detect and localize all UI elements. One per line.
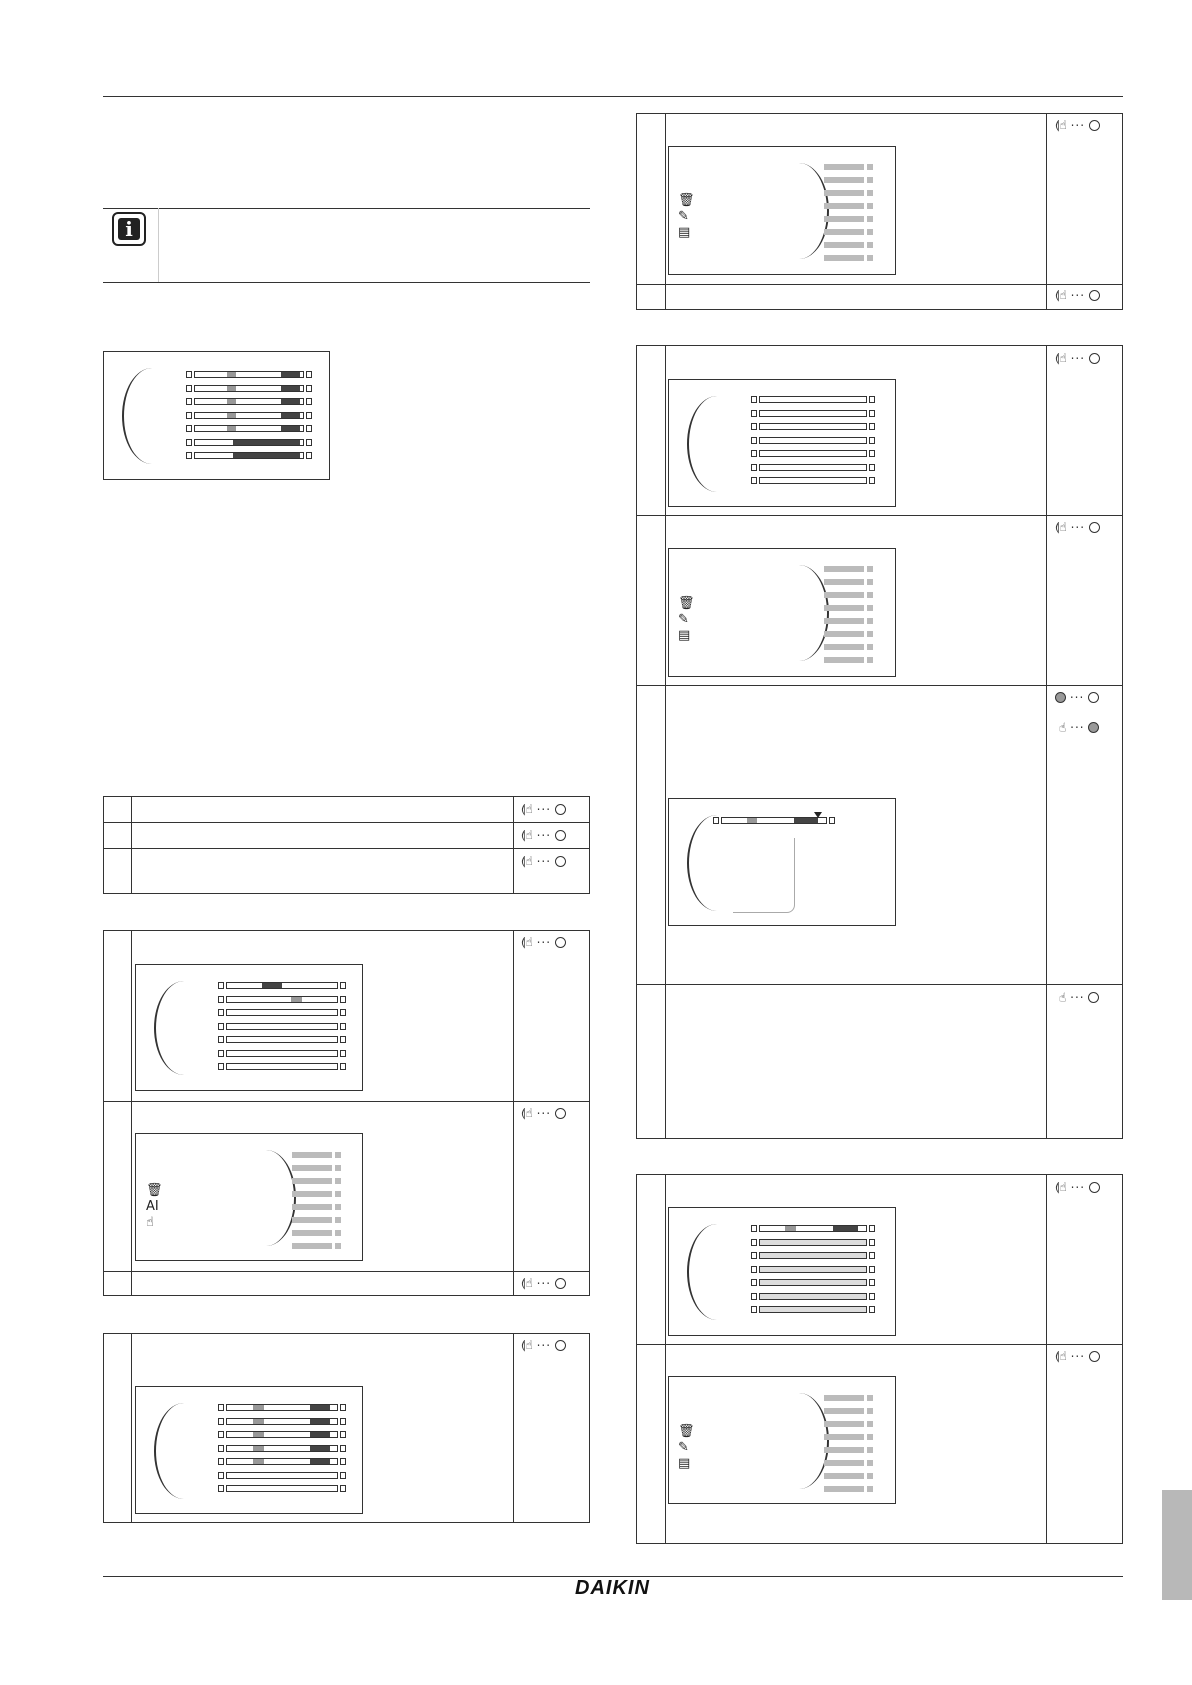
menu-placeholder-bar bbox=[824, 216, 864, 222]
menu-placeholder-bar bbox=[824, 1473, 864, 1479]
copy-icon: ▤ bbox=[678, 628, 691, 643]
menu-placeholder-bar bbox=[824, 190, 864, 196]
bar-end bbox=[218, 1050, 224, 1057]
timeline-bar bbox=[194, 425, 304, 432]
timeline-bar bbox=[226, 996, 338, 1003]
timeline-bar bbox=[759, 437, 867, 444]
menu-placeholder-square bbox=[335, 1152, 341, 1158]
bar-end bbox=[218, 1485, 224, 1492]
trash-icon: 🗑 bbox=[146, 1183, 163, 1198]
timeline-bar bbox=[226, 1485, 338, 1492]
menu-placeholder-square bbox=[867, 605, 873, 611]
info-icon: i bbox=[112, 212, 146, 246]
timeline-bar bbox=[759, 1279, 867, 1286]
trash-icon: 🗑 bbox=[678, 1424, 695, 1439]
timeline-bar bbox=[194, 398, 304, 405]
timeline-bar bbox=[759, 477, 867, 484]
dial-icon bbox=[1089, 353, 1100, 364]
remote-control-icon: ⟬☝ ··· bbox=[1055, 1349, 1100, 1364]
bar-end bbox=[186, 398, 192, 405]
bar-end bbox=[340, 1472, 346, 1479]
hand-icon: ☝ bbox=[1059, 990, 1067, 1005]
bar-end bbox=[186, 439, 192, 446]
timeline-segment bbox=[253, 1405, 264, 1410]
dial-icon bbox=[1089, 1182, 1100, 1193]
remote-control-icon: ⟬☝ ··· bbox=[521, 935, 566, 950]
bar-end bbox=[869, 450, 875, 457]
bar-end bbox=[340, 1418, 346, 1425]
menu-placeholder-bar bbox=[292, 1191, 332, 1197]
screen-arc bbox=[122, 368, 182, 464]
timeline-segment bbox=[253, 1446, 264, 1451]
dial-icon bbox=[1089, 120, 1100, 131]
hand-icon: ☝ bbox=[1059, 720, 1067, 735]
info-bottom-rule bbox=[103, 282, 590, 283]
hand-icon: ⟬☝ bbox=[521, 1338, 533, 1352]
timeline-segment bbox=[760, 1267, 866, 1272]
timeline-segment bbox=[262, 983, 282, 988]
menu-placeholder-bar bbox=[824, 631, 864, 637]
hand-icon: ⟬☝ bbox=[1055, 520, 1067, 534]
timeline-bar bbox=[226, 1418, 338, 1425]
hand-icon: ⟬☝ bbox=[1055, 1180, 1067, 1194]
bar-end bbox=[306, 439, 312, 446]
bar-end bbox=[218, 1445, 224, 1452]
menu-placeholder-bar bbox=[824, 618, 864, 624]
timeline-bar bbox=[759, 1306, 867, 1313]
bar-end bbox=[869, 1306, 875, 1313]
timeline-segment bbox=[794, 818, 818, 823]
remote-control-icon: ⟬☝ ··· bbox=[521, 828, 566, 843]
hand-icon: ⟬☝ bbox=[521, 802, 533, 816]
dial-icon bbox=[1089, 290, 1100, 301]
edit-icon: ✎ bbox=[678, 612, 689, 627]
timeline-segment bbox=[227, 386, 236, 391]
menu-placeholder-square bbox=[867, 242, 873, 248]
bar-end bbox=[306, 425, 312, 432]
timeline-segment bbox=[227, 413, 236, 418]
bar-end bbox=[869, 1266, 875, 1273]
menu-placeholder-square bbox=[867, 631, 873, 637]
timeline-bar bbox=[226, 1458, 338, 1465]
menu-placeholder-bar bbox=[292, 1204, 332, 1210]
timeline-bar bbox=[194, 385, 304, 392]
remote-control-icon: ⟬☝ ··· bbox=[521, 1106, 566, 1121]
time-marker bbox=[814, 812, 822, 818]
bar-end bbox=[340, 1404, 346, 1411]
bar-end bbox=[869, 410, 875, 417]
timeline-bar bbox=[226, 1063, 338, 1070]
remote-control-icon: ☝ ··· bbox=[1059, 990, 1099, 1005]
bar-end bbox=[340, 1458, 346, 1465]
bar-end bbox=[218, 1472, 224, 1479]
timeline-segment bbox=[253, 1419, 264, 1424]
dial-icon bbox=[1088, 992, 1099, 1003]
timeline-segment bbox=[310, 1419, 331, 1424]
bar-end bbox=[218, 1404, 224, 1411]
menu-placeholder-square bbox=[867, 566, 873, 572]
menu-placeholder-square bbox=[867, 1460, 873, 1466]
dial-icon bbox=[555, 937, 566, 948]
dial-icon bbox=[555, 1108, 566, 1119]
menu-placeholder-square bbox=[867, 1395, 873, 1401]
dial-icon bbox=[555, 804, 566, 815]
timeline-segment bbox=[291, 997, 302, 1002]
menu-placeholder-square bbox=[335, 1204, 341, 1210]
menu-placeholder-bar bbox=[824, 592, 864, 598]
remote-control-icon: ⟬☝ ··· bbox=[1055, 520, 1100, 535]
menu-placeholder-square bbox=[867, 1486, 873, 1492]
remote-control-icon: ⟬☝ ··· bbox=[521, 802, 566, 817]
timeline-bar bbox=[194, 371, 304, 378]
info-divider bbox=[158, 208, 159, 282]
timeline-bar bbox=[226, 1431, 338, 1438]
menu-placeholder-square bbox=[867, 177, 873, 183]
timeline-segment bbox=[227, 399, 236, 404]
menu-placeholder-square bbox=[867, 255, 873, 261]
bar-end bbox=[751, 1293, 757, 1300]
timeline-segment bbox=[233, 453, 300, 458]
timeline-segment bbox=[747, 818, 757, 823]
menu-placeholder-bar bbox=[292, 1165, 332, 1171]
timeline-bar bbox=[226, 1472, 338, 1479]
menu-placeholder-bar bbox=[292, 1178, 332, 1184]
dial-icon bbox=[1089, 1351, 1100, 1362]
timeline-segment bbox=[310, 1459, 331, 1464]
remote-control-icon: ⟬☝ ··· bbox=[1055, 1180, 1100, 1195]
menu-placeholder-square bbox=[867, 1408, 873, 1414]
timeline-segment bbox=[253, 1432, 264, 1437]
timeline-segment bbox=[785, 1226, 796, 1231]
bar-end bbox=[340, 1036, 346, 1043]
menu-placeholder-square bbox=[335, 1191, 341, 1197]
bar-end bbox=[340, 1063, 346, 1070]
bar-end bbox=[869, 423, 875, 430]
bar-end bbox=[186, 385, 192, 392]
bar-end bbox=[306, 371, 312, 378]
menu-placeholder-square bbox=[867, 592, 873, 598]
remote-control-icon: ⟬☝ ··· bbox=[1055, 288, 1100, 303]
timeline-bar bbox=[759, 1239, 867, 1246]
bar-end bbox=[751, 410, 757, 417]
menu-placeholder-square bbox=[867, 657, 873, 663]
bar-end bbox=[751, 450, 757, 457]
timeline-bar bbox=[759, 1266, 867, 1273]
bar-end bbox=[218, 1458, 224, 1465]
menu-placeholder-square bbox=[335, 1243, 341, 1249]
menu-placeholder-square bbox=[867, 644, 873, 650]
copy-icon: ▤ bbox=[678, 225, 691, 240]
side-tab bbox=[1162, 1490, 1192, 1600]
hand-icon: ⟬☝ bbox=[521, 828, 533, 842]
timeline-segment bbox=[760, 1253, 866, 1258]
remote-control-icon: ☝ ··· bbox=[1059, 720, 1099, 735]
menu-placeholder-bar bbox=[824, 1408, 864, 1414]
bar-end bbox=[186, 425, 192, 432]
bar-end bbox=[218, 982, 224, 989]
menu-placeholder-square bbox=[867, 203, 873, 209]
menu-placeholder-square bbox=[335, 1230, 341, 1236]
timeline-bar bbox=[759, 423, 867, 430]
timeline-segment bbox=[760, 1294, 866, 1299]
remote-control-icon: ⟬☝ ··· bbox=[521, 854, 566, 869]
menu-placeholder-square bbox=[335, 1178, 341, 1184]
menu-placeholder-square bbox=[867, 164, 873, 170]
menu-placeholder-bar bbox=[824, 203, 864, 209]
timeline-bar bbox=[194, 452, 304, 459]
menu-placeholder-square bbox=[867, 618, 873, 624]
menu-placeholder-square bbox=[867, 216, 873, 222]
daikin-logo: DAIKIN bbox=[575, 1577, 650, 1599]
menu-placeholder-bar bbox=[292, 1230, 332, 1236]
bar-end bbox=[306, 412, 312, 419]
hand-icon: ⟬☝ bbox=[1055, 351, 1067, 365]
menu-placeholder-bar bbox=[824, 579, 864, 585]
bar-end bbox=[218, 996, 224, 1003]
timeline-bar bbox=[226, 982, 338, 989]
timeline-bar bbox=[226, 1023, 338, 1030]
bar-end bbox=[751, 396, 757, 403]
menu-placeholder-bar bbox=[292, 1243, 332, 1249]
bar-end bbox=[218, 1009, 224, 1016]
bar-end bbox=[751, 464, 757, 471]
flow-arrow bbox=[733, 838, 795, 913]
bar-end bbox=[218, 1023, 224, 1030]
timeline-segment bbox=[227, 426, 236, 431]
menu-placeholder-square bbox=[867, 1434, 873, 1440]
menu-placeholder-bar bbox=[824, 657, 864, 663]
menu-placeholder-bar bbox=[824, 164, 864, 170]
timeline-segment bbox=[281, 386, 299, 391]
timeline-bar bbox=[759, 450, 867, 457]
timeline-segment bbox=[253, 1459, 264, 1464]
trash-icon: 🗑 bbox=[678, 193, 695, 208]
edit-icon: ✎ bbox=[678, 209, 689, 224]
dial-icon bbox=[555, 1278, 566, 1289]
menu-placeholder-bar bbox=[824, 566, 864, 572]
menu-placeholder-square bbox=[867, 1473, 873, 1479]
edit-icon: ✎ bbox=[678, 1440, 689, 1455]
timeline-segment bbox=[760, 1280, 866, 1285]
timeline-bar bbox=[226, 1009, 338, 1016]
bar-end bbox=[218, 1063, 224, 1070]
bar-end bbox=[869, 1293, 875, 1300]
bar-end bbox=[869, 464, 875, 471]
bar-end bbox=[340, 1485, 346, 1492]
menu-placeholder-bar bbox=[824, 229, 864, 235]
bar-end bbox=[751, 423, 757, 430]
bar-end bbox=[751, 1279, 757, 1286]
remote-control-icon: ⟬☝ ··· bbox=[1055, 118, 1100, 133]
timeline-bar bbox=[759, 1252, 867, 1259]
hand-icon: ⟬☝ bbox=[521, 854, 533, 868]
menu-placeholder-square bbox=[867, 190, 873, 196]
timeline-bar bbox=[226, 1404, 338, 1411]
bar-end bbox=[218, 1431, 224, 1438]
dial-icon bbox=[1055, 692, 1066, 703]
timeline-segment bbox=[233, 440, 300, 445]
timeline-bar bbox=[759, 410, 867, 417]
timeline-segment bbox=[760, 1240, 866, 1245]
menu-placeholder-bar bbox=[824, 1434, 864, 1440]
menu-placeholder-square bbox=[335, 1217, 341, 1223]
hand-icon: ⟬☝ bbox=[521, 1106, 533, 1120]
bar-end bbox=[751, 1306, 757, 1313]
bar-end bbox=[340, 982, 346, 989]
bar-end bbox=[306, 452, 312, 459]
timeline-segment bbox=[281, 372, 299, 377]
touch-icon: ☝ bbox=[146, 1215, 154, 1230]
dial-icon bbox=[555, 1340, 566, 1351]
trash-icon: 🗑 bbox=[678, 596, 695, 611]
timeline-segment bbox=[310, 1405, 331, 1410]
timeline-bar bbox=[759, 1225, 867, 1232]
remote-control-icon: ⟬☝ ··· bbox=[521, 1338, 566, 1353]
bar-end bbox=[751, 1252, 757, 1259]
menu-placeholder-square bbox=[867, 229, 873, 235]
bar-end bbox=[751, 1239, 757, 1246]
bar-end bbox=[340, 1023, 346, 1030]
bar-end bbox=[340, 1050, 346, 1057]
bar-end bbox=[869, 437, 875, 444]
menu-placeholder-bar bbox=[824, 1421, 864, 1427]
hand-icon: ⟬☝ bbox=[521, 935, 533, 949]
timeline-segment bbox=[281, 413, 299, 418]
bar-end bbox=[340, 1009, 346, 1016]
hand-icon: ⟬☝ bbox=[1055, 288, 1067, 302]
remote-control-icon: ··· bbox=[1055, 690, 1099, 705]
bar-end bbox=[713, 817, 719, 824]
bar-end bbox=[218, 1036, 224, 1043]
bar-end bbox=[869, 1252, 875, 1259]
bar-end bbox=[186, 412, 192, 419]
menu-placeholder-bar bbox=[292, 1217, 332, 1223]
remote-control-icon: ⟬☝ ··· bbox=[521, 1276, 566, 1291]
menu-placeholder-bar bbox=[292, 1152, 332, 1158]
timeline-bar bbox=[721, 817, 827, 824]
menu-placeholder-square bbox=[867, 1421, 873, 1427]
bar-end bbox=[340, 1431, 346, 1438]
steps-table-1 bbox=[103, 796, 590, 894]
menu-placeholder-bar bbox=[824, 1395, 864, 1401]
bar-end bbox=[218, 1418, 224, 1425]
remote-control-icon: ⟬☝ ··· bbox=[1055, 351, 1100, 366]
timeline-segment bbox=[310, 1432, 331, 1437]
menu-placeholder-bar bbox=[824, 1486, 864, 1492]
dial-icon bbox=[555, 830, 566, 841]
menu-placeholder-bar bbox=[824, 1460, 864, 1466]
bar-end bbox=[869, 1225, 875, 1232]
dial-icon bbox=[1088, 722, 1099, 733]
bar-end bbox=[340, 996, 346, 1003]
hand-icon: ⟬☝ bbox=[521, 1276, 533, 1290]
timeline-bar bbox=[194, 439, 304, 446]
menu-placeholder-bar bbox=[824, 644, 864, 650]
bar-end bbox=[751, 477, 757, 484]
bar-end bbox=[869, 477, 875, 484]
bar-end bbox=[751, 1225, 757, 1232]
bar-end bbox=[186, 371, 192, 378]
bar-end bbox=[869, 1279, 875, 1286]
timeline-segment bbox=[833, 1226, 857, 1231]
dial-icon bbox=[555, 856, 566, 867]
menu-placeholder-bar bbox=[824, 242, 864, 248]
bar-end bbox=[751, 1266, 757, 1273]
menu-placeholder-bar bbox=[824, 1447, 864, 1453]
bar-end bbox=[869, 1239, 875, 1246]
menu-placeholder-bar bbox=[824, 255, 864, 261]
menu-placeholder-bar bbox=[824, 177, 864, 183]
hand-icon: ⟬☝ bbox=[1055, 118, 1067, 132]
timeline-bar bbox=[226, 1036, 338, 1043]
timeline-bar bbox=[759, 1293, 867, 1300]
bar-end bbox=[306, 398, 312, 405]
timeline-segment bbox=[227, 372, 236, 377]
info-top-rule bbox=[103, 208, 590, 209]
menu-placeholder-square bbox=[867, 579, 873, 585]
timeline-segment bbox=[760, 1307, 866, 1312]
menu-placeholder-square bbox=[867, 1447, 873, 1453]
timeline-bar bbox=[759, 464, 867, 471]
bar-end bbox=[829, 817, 835, 824]
bar-end bbox=[869, 396, 875, 403]
hand-icon: ⟬☝ bbox=[1055, 1349, 1067, 1363]
bar-end bbox=[186, 452, 192, 459]
bar-end bbox=[306, 385, 312, 392]
menu-placeholder-square bbox=[335, 1165, 341, 1171]
timeline-bar bbox=[226, 1050, 338, 1057]
bar-end bbox=[340, 1445, 346, 1452]
timeline-bar bbox=[226, 1445, 338, 1452]
dial-icon bbox=[1088, 692, 1099, 703]
header-rule bbox=[103, 96, 1123, 97]
timeline-bar bbox=[194, 412, 304, 419]
copy-icon: ▤ bbox=[678, 1456, 691, 1471]
menu-placeholder-bar bbox=[824, 605, 864, 611]
dial-icon bbox=[1089, 522, 1100, 533]
bar-end bbox=[751, 437, 757, 444]
timeline-segment bbox=[310, 1446, 331, 1451]
timeline-segment bbox=[281, 426, 299, 431]
timeline-segment bbox=[281, 399, 299, 404]
timeline-bar bbox=[759, 396, 867, 403]
text-cursor-icon: AI bbox=[146, 1199, 159, 1214]
